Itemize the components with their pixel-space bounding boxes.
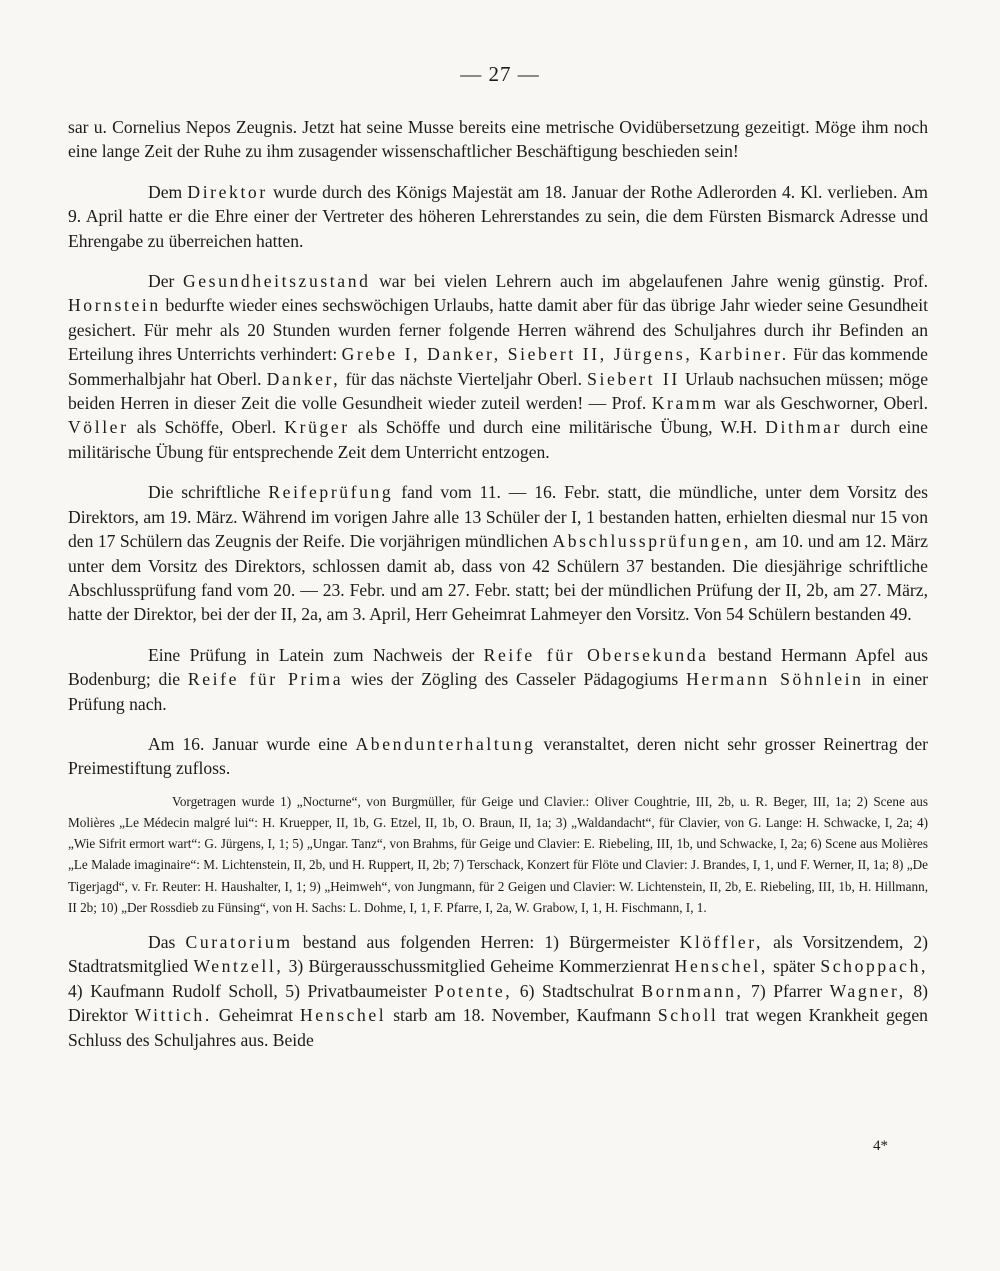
emphasis-danker: Danker, — [266, 368, 341, 389]
paragraph-director-honors: Dem Direktor wurde durch des Königs Majestät am 18. Januar der Rothe Adlerorden 4. Kl. verlieben. Am 9. April hatte er die Ehre einer der Vertreter des höheren Lehrerstandes zu sein, die dem Fürsten Bismarck Adresse und Ehrengabe zu überreichen hatten. — [68, 181, 928, 251]
emphasis-voeller: Völler — [68, 417, 129, 438]
emphasis-krueger: Krüger — [284, 417, 350, 438]
signature-mark: 4* — [873, 1138, 888, 1154]
emphasis-schoppach: Schoppach, — [820, 956, 928, 977]
emphasis-wittich: Wittich. — [134, 1005, 212, 1026]
emphasis-direktor: Direktor — [187, 181, 268, 202]
paragraph-ovid-translation: sar u. Cornelius Nepos Zeugnis. Jetzt hat seine Musse bereits eine metrische Ovidübersetzung gezeitigt. Möge ihm noch eine lange Zeit der Ruhe zu ihm zusagender wissenschaftlicher Beschäftigung beschieden sein! — [68, 117, 928, 162]
emphasis-curatorium: Curatorium — [185, 931, 293, 952]
paragraph-curatorium: Das Curatorium bestand aus folgenden Herren: 1) Bürgermeister Klöffler, als Vorsitzendem, 2) Stadtratsmitglied Wentzell, 3) Bürgerausschussmitglied Geheime Kommerzienrat Henschel, später Schoppach, 4) Kaufmann Rudolf Scholl, 5) Privatbaumeister Potente, 6) Stadtschulrat Bornmann, 7) Pfarrer Wagner, 8) Direktor Wittich. Geheimrat Henschel starb am 18. November, Kaufmann Scholl trat wegen Krankheit gegen Schluss des Schuljahres aus. Beide — [68, 931, 929, 1050]
emphasis-kloeffler: Klöffler, — [679, 931, 764, 952]
emphasis-hermann-soehnlein: Hermann Söhnlein — [686, 669, 864, 690]
emphasis-henschel: Henschel, — [674, 956, 768, 977]
paragraph-program-list: Vorgetragen wurde 1) „Nocturne“, von Burgmüller, für Geige und Clavier.: Oliver Coughtrie, III, 2b, u. R. Beger, III, 1a; 2) Scene aus Molières „Le Médecin malgré lui“: H. Kruepper, II, 1b, G. Etzel, II, 1b, O. Braun, II, 1a; 3) „Waldandacht“, für Clavier, von G. Lange: H. Schwacke, I, 2a; 4) „Wie Sifrit ermort wart“: G. Jürgens, I, 1; 5) „Ungar. Tanz“, von Brahms, für Geige und Clavier: E. Riebeling, III, 1b, und Schwacke, I, 2a; 6) Scene aus Molières „Le Malade imaginaire“: M. Lichtenstein, II, 2b, und H. Ruppert, II, 2b; 7) Terschack, Konzert für Flöte und Clavier: J. Brandes, I, 1, und F. Werner, II, 1a; 8) „De Tigerjagd“, v. Fr. Reuter: H. Haushalter, I, 1; 9) „Heimweh“, von Jungmann, für 2 Geigen und Clavier: W. Lichtenstein, II, 2b, E. Riebeling, III, 1b, H. Hillmann, II 2b; 10) „Der Rossdieb zu Fünsing“, von H. Sachs: L. Dohme, I, 1, F. Pfarre, I, 2a, W. Grabow, I, 1, H. Fischmann, I, 1. — [68, 793, 928, 915]
emphasis-scholl: Scholl — [657, 1005, 719, 1026]
emphasis-hornstein: Hornstein — [68, 295, 161, 316]
emphasis-kramm: Kramm — [651, 393, 719, 414]
emphasis-siebert: Siebert II — [587, 368, 680, 389]
paragraph-evening-event: Am 16. Januar wurde eine Abendunterhaltung veranstaltet, deren nicht sehr grosser Reinertrag der Preimestiftung zufloss. — [68, 733, 928, 779]
emphasis-wentzell: Wentzell, — [193, 956, 284, 977]
paragraph-health: Der Gesundheitszustand war bei vielen Lehrern auch im abgelaufenen Jahre wenig günstig. Prof. Hornstein bedurfte wieder eines sechswöchigen Urlaubs, hatte damit aber für das übrige Jahr wieder seine Gesundheit gesichert. Für mehr als 20 Stunden wurden ferner folgende Herren während des Schuljahres durch ihr Befinden an Erteilung ihres Unterrichts verhindert: Grebe I, Danker, Siebert II, Jürgens, Karbiner. Für das kommende Sommerhalbjahr hat Oberl. Danker, für das nächste Vierteljahr Oberl. Siebert II Urlaub nachsuchen müssen; möge beiden Herren in dieser Zeit die volle Gesundheit wieder zuteil werden! — Prof. Kramm war als Geschworner, Oberl. Völler als Schöffe, Oberl. Krüger als Schöffe und durch eine militärische Übung, W.H. Dithmar durch eine militärische Übung für entsprechende Zeit dem Unterricht entzogen. — [68, 271, 929, 462]
paragraph-latin-exam: Eine Prüfung in Latein zum Nachweis der Reife für Obersekunda bestand Hermann Apfel aus Bodenburg; die Reife für Prima wies der Zögling des Casseler Pädagogiums Hermann Söhnlein in einer Prüfung nach. — [68, 644, 928, 714]
emphasis-gesundheitszustand: Gesundheitszustand — [182, 271, 371, 292]
emphasis-bornmann: Bornmann, — [641, 980, 744, 1001]
emphasis-dithmar: Dithmar — [765, 417, 843, 438]
page-number: — 27 — — [460, 62, 540, 86]
page-body — [68, 115, 928, 1068]
paragraph-exams: Die schriftliche Reifeprüfung fand vom 11. — 16. Febr. statt, die mündliche, unter dem Vorsitz des Direktors, am 19. März. Während im vorigen Jahre alle 13 Schüler der I, 1 bestanden hatten, erhielten diesmal nur 15 von den 17 Schülern das Zeugnis der Reife. Die vorjährigen mündlichen Abschlussprüfungen, am 10. und am 12. März unter dem Vorsitz des Direktors, schlossen damit ab, dass von 42 Schülern 37 bestanden. Die diesjährige schriftliche Abschlussprüfung fand vom 20. — 23. Febr. und am 27. Febr. statt; bei der mündlichen Prüfung der II, 2b, am 27. März, hatte der Direktor, bei der der II, 2a, am 3. April, Herr Geheimrat Lahmeyer den Vorsitz. Von 54 Schülern bestanden 49. — [68, 482, 928, 625]
emphasis-abschlusspruefungen: Abschlussprüfungen, — [552, 531, 751, 552]
emphasis-henschel-2: Henschel — [299, 1005, 387, 1026]
emphasis-potente: Potente, — [434, 980, 513, 1001]
emphasis-teacher-names: Grebe I, Danker, Siebert II, Jürgens, Karbiner. — [341, 344, 789, 365]
emphasis-abendunterhaltung: Abendunterhaltung — [355, 733, 536, 754]
emphasis-reife-obersekunda: Reife für Obersekunda — [483, 644, 709, 665]
emphasis-reifepruefung: Reifeprüfung — [268, 482, 394, 503]
emphasis-reife-prima: Reife für Prima — [187, 669, 344, 690]
emphasis-wagner: Wagner, — [829, 980, 906, 1001]
